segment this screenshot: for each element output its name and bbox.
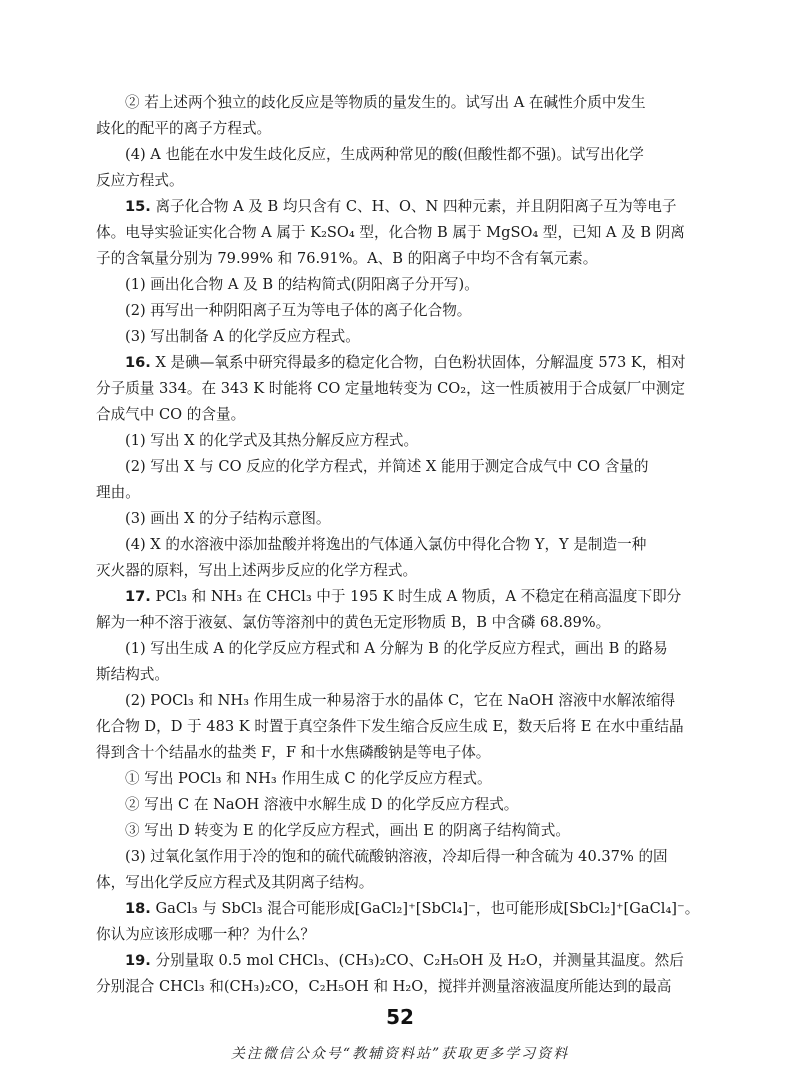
line-text: 分别混合 CHCl₃ 和(CH₃)₂CO，C₂H₅OH 和 H₂O，搅拌并测量溶液温度所能达到的最高 [96, 978, 672, 995]
line-text: 体。电导实验证实化合物 A 属于 K₂SO₄ 型，化合物 B 属于 MgSO₄ 型，已知 A 及 B 阴离 [96, 224, 685, 241]
line-text: (2) POCl₃ 和 NH₃ 作用生成一种易溶于水的晶体 C，它在 NaOH 溶液中水解浓缩得 [125, 692, 676, 709]
line-text: (3) 画出 X 的分子结构示意图。 [125, 510, 331, 527]
text-line [96, 376, 708, 402]
text-line [96, 350, 708, 376]
line-text: (2) 再写出一种阴阳离子互为等电子体的离子化合物。 [125, 302, 472, 319]
text-line [96, 532, 708, 558]
text-line [96, 714, 708, 740]
text-line [96, 922, 708, 948]
text-line [96, 168, 708, 194]
question-number: 16. [125, 354, 151, 371]
text-line [96, 90, 708, 116]
question-number: 19. [125, 952, 151, 969]
text-line [96, 480, 708, 506]
line-text: 解为一种不溶于液氨、氯仿等溶剂中的黄色无定形物质 B，B 中含磷 68.89%。 [96, 614, 611, 631]
page-body [96, 90, 708, 1000]
text-line [96, 740, 708, 766]
line-text: X 是碘—氧系中研究得最多的稳定化合物，白色粉状固体，分解温度 573 K，相对 [150, 354, 686, 371]
text-line [96, 220, 708, 246]
line-text: 灭火器的原料，写出上述两步反应的化学方程式。 [96, 562, 418, 579]
line-text: 歧化的配平的离子方程式。 [96, 120, 272, 137]
line-text: PCl₃ 和 NH₃ 在 CHCl₃ 中于 195 K 时生成 A 物质，A 不稳定在稍高温度下即分 [150, 588, 682, 605]
line-text: (4) X 的水溶液中添加盐酸并将逸出的气体通入氯仿中得化合物 Y，Y 是制造一种 [125, 536, 647, 553]
text-line [96, 428, 708, 454]
line-text: GaCl₃ 与 SbCl₃ 混合可能形成[GaCl₂]⁺[SbCl₄]⁻，也可能形成[SbCl₂]⁺[GaCl₄]⁻。 [150, 900, 700, 917]
line-text: (1) 画出化合物 A 及 B 的结构简式(阴阳离子分开写)。 [125, 276, 479, 293]
line-text: 理由。 [96, 484, 140, 501]
line-text: 体，写出化学反应方程式及其阴离子结构。 [96, 874, 374, 891]
question-number: 15. [125, 198, 151, 215]
line-text: (1) 写出 X 的化学式及其热分解反应方程式。 [125, 432, 419, 449]
line-text: 分子质量 334。在 343 K 时能将 CO 定量地转变为 CO₂，这一性质被用于合成氨厂中测定 [96, 380, 686, 397]
line-text: (1) 写出生成 A 的化学反应方程式和 A 分解为 B 的化学反应方程式，画出 B 的路易 [125, 640, 668, 657]
text-line [96, 142, 708, 168]
text-line [96, 818, 708, 844]
text-line [96, 896, 708, 922]
line-text: ② 若上述两个独立的歧化反应是等物质的量发生的。试写出 A 在碱性介质中发生 [125, 94, 646, 111]
page-number: 52 [386, 1005, 414, 1029]
text-line [96, 844, 708, 870]
text-line [96, 766, 708, 792]
line-text: 斯结构式。 [96, 666, 169, 683]
text-line [96, 688, 708, 714]
text-line [96, 974, 708, 1000]
line-text: 得到含十个结晶水的盐类 F，F 和十水焦磷酸钠是等电子体。 [96, 744, 491, 761]
line-text: ③ 写出 D 转变为 E 的化学反应方程式，画出 E 的阴离子结构简式。 [125, 822, 570, 839]
text-line [96, 662, 708, 688]
line-text: 化合物 D，D 于 483 K 时置于真空条件下发生缩合反应生成 E，数天后将 E 在水中重结晶 [96, 718, 684, 735]
text-line [96, 792, 708, 818]
line-text: (2) 写出 X 与 CO 反应的化学方程式，并简述 X 能用于测定合成气中 CO 含量的 [125, 458, 649, 475]
text-line [96, 246, 708, 272]
text-line [96, 870, 708, 896]
text-line [96, 506, 708, 532]
line-text: 反应方程式。 [96, 172, 184, 189]
text-line [96, 116, 708, 142]
text-line [96, 948, 708, 974]
line-text: 离子化合物 A 及 B 均只含有 C、H、O、N 四种元素，并且阴阳离子互为等电子 [150, 198, 677, 215]
question-number: 17. [125, 588, 151, 605]
text-line [96, 636, 708, 662]
line-text: 子的含氧量分别为 79.99% 和 76.91%。A、B 的阳离子中均不含有氧元素。 [96, 250, 598, 267]
line-text: ② 写出 C 在 NaOH 溶液中水解生成 D 的化学反应方程式。 [125, 796, 519, 813]
line-text: (3) 过氧化氢作用于冷的饱和的硫代硫酸钠溶液，冷却后得一种含硫为 40.37% 的固 [125, 848, 668, 865]
line-text: (4) A 也能在水中发生歧化反应，生成两种常见的酸(但酸性都不强)。试写出化学 [125, 146, 644, 163]
text-line [96, 610, 708, 636]
text-line [96, 454, 708, 480]
line-text: (3) 写出制备 A 的化学反应方程式。 [125, 328, 360, 345]
text-line [96, 272, 708, 298]
text-line [96, 194, 708, 220]
line-text: 分别量取 0.5 mol CHCl₃、(CH₃)₂CO、C₂H₅OH 及 H₂O，并测量其温度。然后 [150, 952, 684, 969]
line-text: 你认为应该形成哪一种？为什么？ [96, 926, 315, 943]
text-line [96, 298, 708, 324]
question-number: 18. [125, 900, 151, 917]
text-line [96, 402, 708, 428]
line-text: 合成气中 CO 的含量。 [96, 406, 246, 423]
text-line [96, 584, 708, 610]
text-line [96, 558, 708, 584]
footer-watermark-text: 关注微信公众号“教辅资料站”获取更多学习资料 [230, 1046, 570, 1062]
line-text: ① 写出 POCl₃ 和 NH₃ 作用生成 C 的化学反应方程式。 [125, 770, 492, 787]
text-line [96, 324, 708, 350]
